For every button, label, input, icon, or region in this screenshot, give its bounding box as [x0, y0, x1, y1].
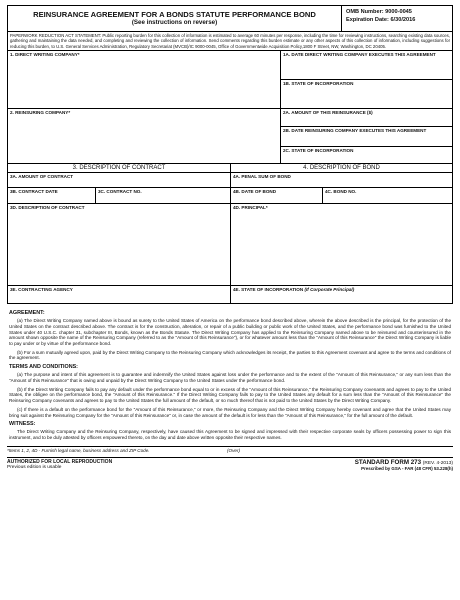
- agreement-body: [7, 304, 453, 441]
- footnote: *Items 1, 2, 4D - Furnish legal name, business address and ZIP Code.: [7, 447, 150, 453]
- contract-no-field[interactable]: 3C. CONTRACT NO.: [98, 189, 142, 195]
- expiration-date: Expiration Date: 6/30/2016: [346, 16, 416, 23]
- section-4-title: 4. DESCRIPTION OF BOND: [231, 164, 452, 173]
- direct-writing-company-field[interactable]: 1. DIRECT WRITING COMPANY*: [10, 52, 80, 58]
- standard-form-number: [355, 459, 453, 466]
- principal-state-note: (If Corporate Principal): [304, 287, 355, 293]
- date-of-bond-field[interactable]: 4B. DATE OF BOND: [233, 189, 277, 195]
- amount-of-reinsurance-field[interactable]: 2A. AMOUNT OF THIS REINSURANCE ($): [283, 110, 373, 116]
- previous-edition: Previous edition is usable: [7, 464, 62, 470]
- witness-paragraph: The Direct Writing Company and the Reinsuring Company, respectively, have caused this Agreement to be signed and impressed with their respective corporate seals by officers possessing power to sign this instrument, and to be duly attested by officers empowered thereto, on the day and date above written opposite their respective names.: [9, 429, 451, 441]
- state-of-incorporation-1b-field[interactable]: 1B. STATE OF INCORPORATION: [283, 81, 354, 87]
- bond-no-field[interactable]: 4C. BOND NO.: [325, 189, 357, 195]
- form-title: REINSURANCE AGREEMENT FOR A BONDS STATUTE PERFORMANCE BOND: [33, 9, 316, 19]
- form-footer: [7, 457, 453, 471]
- agreement-heading: AGREEMENT:: [9, 310, 45, 317]
- contract-bond-section: [7, 164, 453, 304]
- date-reinsuring-executes-field[interactable]: 2B. DATE REINSURING COMPANY EXECUTES THIS AGREEMENT: [283, 128, 427, 134]
- terms-paragraph-c: (c) If there is a default on the performance bond for the "Amount of this Reinsurance," or more, the Reinsuring Company and the Direct Writing Company hereby covenant and agree that the United States may bring suit against the Reinsuring Company for the "Amount of this Reinsurance" or, in case the amount of the default is for less than the "Amount of this Reinsurance," for the full amount of the default.: [9, 406, 451, 418]
- principal-state-field[interactable]: [231, 286, 452, 293]
- contract-date-field[interactable]: 3B. CONTRACT DATE: [10, 189, 58, 195]
- principal-field[interactable]: 4D. PRINCIPAL*: [233, 205, 268, 211]
- prescribed-by: Prescribed by GSA - FAR (48 CFR) 53.228(h): [361, 465, 453, 471]
- witness-heading: WITNESS:: [9, 421, 36, 428]
- contracting-agency-field[interactable]: 3E. CONTRACTING AGENCY: [10, 287, 73, 293]
- terms-paragraph-b: (b) If the Direct Writing Company fails to pay any default under the performance bond equal to or in excess of the "Amount of this Reinsurance," the Reinsuring Company covenants and agrees to pay to the United States, the obligee on the performance bond, the "Amount of this Reinsurance." If the Direct Writing Company fails to pay to the United States any default for a sum less than the "Amount of this Reinsurance" the Reinsuring Company covenants and agrees to pay to the United States the full amount of the default, or so much thereof that is not paid to the United States by the Direct Writing Company.: [9, 386, 451, 404]
- form-header: [7, 5, 453, 32]
- description-of-contract-field[interactable]: 3D. DESCRIPTION OF CONTRACT: [10, 205, 85, 211]
- form-subtitle: (See instructions on reverse): [131, 19, 218, 27]
- penal-sum-field[interactable]: 4A. PENAL SUM OF BOND: [233, 174, 291, 180]
- footnote-row: [7, 446, 453, 453]
- agreement-paragraph-b: (b) For a sum mutually agreed upon, paid by the Direct Writing Company to the Reinsuring Company which acknowledges its receipt, the parties to this Agreement covenant and agree to the terms and conditions of the agreement.: [9, 349, 451, 361]
- omb-number: OMB Number: 9000-0045: [346, 9, 412, 15]
- over-label: (Over): [227, 447, 241, 453]
- terms-paragraph-a: (a) The purpose and intent of this agreement is to guarantee and indemnify the United States against loss under the performance and to the extent of the "Amount of this Reinsurance," or any sum less than the "Amount of this Reinsurance" that is owing and unpaid by the Direct Writing Company to the United States under the performance bond.: [9, 372, 451, 383]
- form-page: [7, 5, 453, 471]
- date-direct-writing-executes-field[interactable]: 1A. DATE DIRECT WRITING COMPANY EXECUTES THIS AGREEMENT: [283, 52, 436, 58]
- form-revision: (REV. 4-2013): [422, 460, 453, 466]
- company-section: [7, 51, 453, 164]
- authorized-reproduction: AUTHORIZED FOR LOCAL REPRODUCTION: [7, 458, 113, 465]
- section-3-title: 3. DESCRIPTION OF CONTRACT: [8, 164, 230, 173]
- terms-heading: TERMS AND CONDITIONS:: [9, 364, 78, 371]
- amount-of-contract-field[interactable]: 3A. AMOUNT OF CONTRACT: [10, 174, 74, 180]
- paperwork-statement: PAPERWORK REDUCTION ACT STATEMENT: Public reporting burden for this collection of information is estimated to average 60 minutes per response, including the time for reviewing instructions, searching existing data sources, gathering and maintaining the data needed, and completing and reviewing the collection of information. Send comments regarding this burden estimate or any other aspects of this collection of information, including suggestions for reducing this burden, to U.S. General Services Administration, Regulatory Secretariat (MVCB)/IC 9000-0045, Office of Governmentwide Acquisition Policy,1800 F Street, NW, Washington, DC 20405.: [7, 32, 453, 51]
- reinsuring-company-field[interactable]: 2. REINSURING COMPANY*: [10, 110, 71, 116]
- agreement-paragraph-a: (a) The Direct Writing Company named above is bound as surety to the United States of America on the performance bond described above, wherein the above described is the principal, for the protection of the United States on the contract described above. The contract is for the construction, alteration, or repair of a public building or public work of the United States, and the performance bond was furnished to the United States under 40 U.S.C. chapter 31, subchapter III, Bonds, known as the Bonds Statute. The Direct Writing Company has applied to the Reinsuring Company named above to be reinsured and counterinsured in the amount shown opposite the name of the Reinsuring Company (referred to as the "Amount of this Reinsurance"), or for whatever amount less than the "Amount of this Reinsurance" the Direct Writing Company is liable to pay under or by virtue of the performance bond.: [9, 318, 451, 347]
- state-of-incorporation-2c-field[interactable]: 2C. STATE OF INCORPORATION: [283, 148, 354, 154]
- form-number: STANDARD FORM 273: [354, 458, 422, 466]
- principal-state-label: 4E. STATE OF INCORPORATION: [233, 287, 304, 293]
